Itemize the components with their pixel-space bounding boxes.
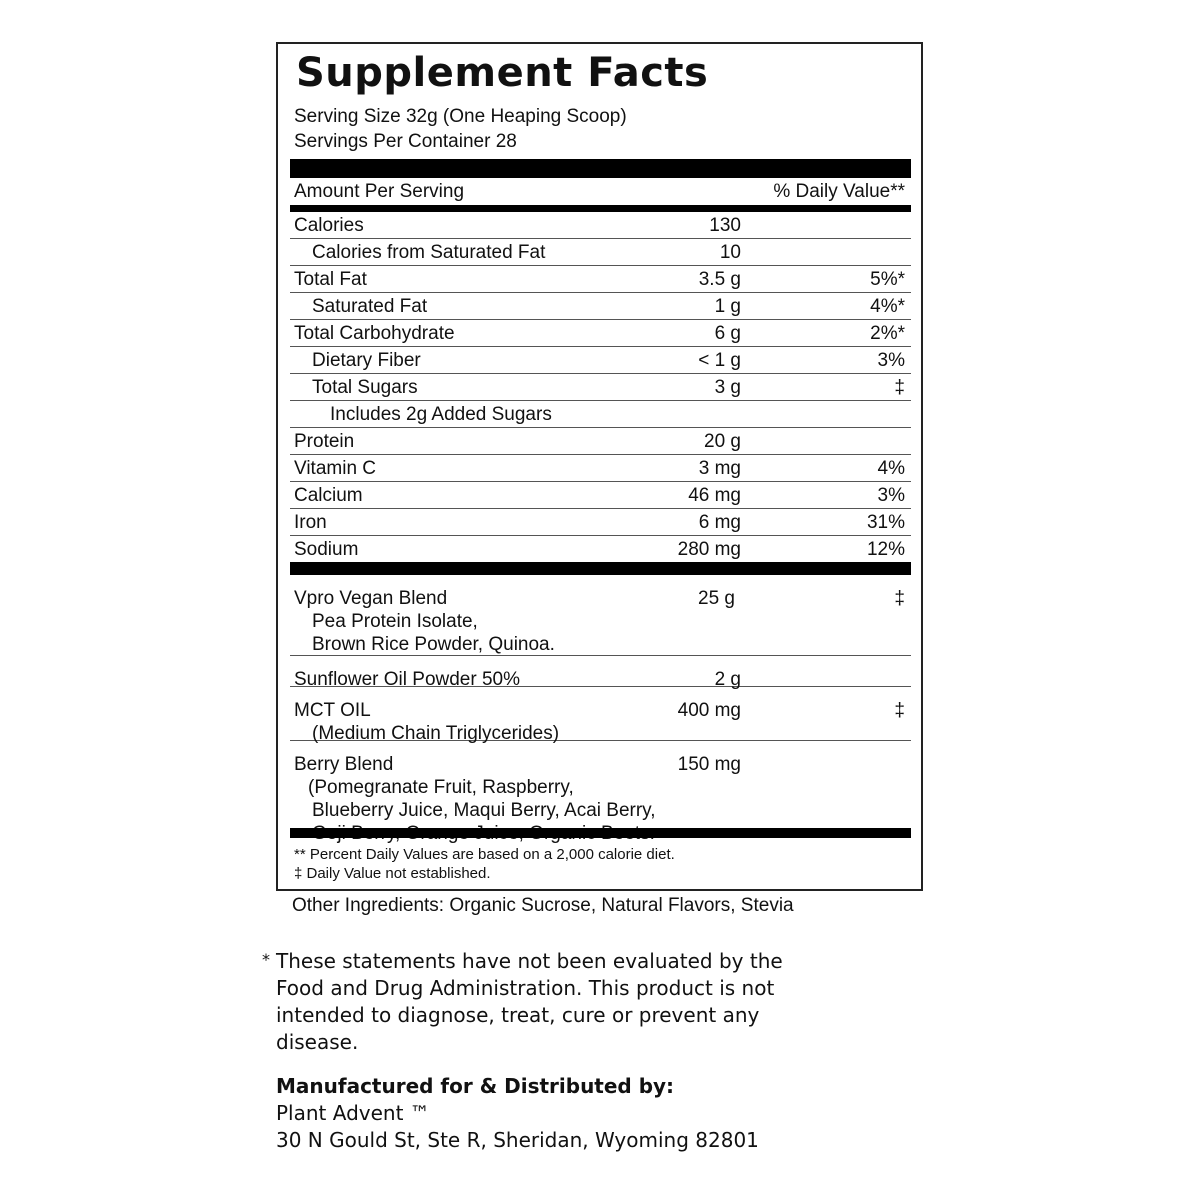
nutrient-label: Total Sugars [312, 377, 418, 398]
nutrient-row [290, 455, 911, 482]
nutrient-daily-value: 12% [866, 539, 905, 560]
manufacturer-address: 30 N Gould St, Ste R, Sheridan, Wyoming 82801 [276, 1128, 759, 1152]
nutrient-table [290, 212, 911, 561]
nutrient-row [290, 266, 911, 293]
blend-amount: 25 g [698, 588, 735, 609]
blend-amount: 150 mg [677, 754, 741, 775]
nutrient-amount: 3.5 g [698, 269, 741, 290]
disclaimer-line: intended to diagnose, treat, cure or prevent any [276, 1003, 760, 1027]
nutrient-label: Saturated Fat [312, 296, 428, 317]
blend-label: Berry Blend [294, 754, 394, 775]
daily-value-header: % Daily Value** [773, 181, 905, 202]
blend-daily-value: ‡ [894, 588, 905, 609]
nutrient-daily-value: ‡ [894, 377, 905, 398]
nutrient-label: Vitamin C [294, 458, 377, 479]
blend-ingredient-line: (Pomegranate Fruit, Raspberry, [308, 777, 574, 798]
other-ingredients: Other Ingredients: Organic Sucrose, Natural Flavors, Stevia [292, 895, 794, 916]
blend-table [290, 575, 911, 839]
nutrient-daily-value: 31% [866, 512, 905, 533]
blend-daily-value: ‡ [894, 700, 905, 721]
nutrient-row [290, 401, 911, 428]
blend-amount: 400 mg [677, 700, 741, 721]
blend-ingredient-line: Blueberry Juice, Maqui Berry, Acai Berry, [312, 800, 656, 821]
nutrient-amount: 3 mg [698, 458, 741, 479]
nutrient-row [290, 428, 911, 455]
nutrient-amount: 20 g [704, 431, 741, 452]
blend-ingredient-line: Pea Protein Isolate, [312, 611, 478, 632]
nutrient-amount: 46 mg [688, 485, 741, 506]
disclaimer-text [276, 948, 916, 1056]
blend-label: MCT OIL [294, 700, 371, 721]
nutrient-label: Calories [294, 215, 364, 236]
manufacturer-name: Plant Advent ™ [276, 1101, 430, 1125]
panel-title: Supplement Facts [296, 50, 709, 96]
nutrient-label: Iron [294, 512, 327, 533]
disclaimer-line: disease. [276, 1030, 359, 1054]
nutrient-amount: 6 g [714, 323, 741, 344]
blend-label: Sunflower Oil Powder 50% [294, 669, 520, 690]
nutrient-amount: 10 [719, 242, 741, 263]
nutrient-row [290, 374, 911, 401]
blend-row [290, 656, 911, 690]
nutrient-row [290, 509, 911, 536]
nutrient-label: Total Fat [294, 269, 367, 290]
blend-amount: 2 g [714, 669, 741, 690]
supplement-facts-panel [276, 42, 923, 891]
nutrient-label: Protein [294, 431, 355, 452]
footnote-percent-daily: ** Percent Daily Values are based on a 2,000 calorie diet. [294, 846, 675, 863]
blend-row [290, 575, 911, 656]
medium-divider [290, 205, 911, 212]
nutrient-label: Sodium [294, 539, 359, 560]
nutrient-row [290, 536, 911, 561]
amount-per-serving-header: Amount Per Serving [294, 181, 465, 202]
blend-row [290, 687, 911, 744]
nutrient-amount: 3 g [714, 377, 741, 398]
disclaimer-asterisk: * [262, 950, 270, 969]
nutrient-amount: 6 mg [698, 512, 741, 533]
nutrient-row [290, 212, 911, 239]
thick-divider [290, 159, 911, 178]
nutrient-daily-value: 5%* [870, 269, 905, 290]
nutrient-row [290, 293, 911, 320]
nutrient-label: Total Carbohydrate [294, 323, 455, 344]
thick-divider-3 [290, 828, 911, 838]
nutrient-amount: 280 mg [677, 539, 741, 560]
thick-divider-2 [290, 562, 911, 575]
disclaimer-line: These statements have not been evaluated by the [276, 949, 783, 973]
nutrient-label: Includes 2g Added Sugars [330, 404, 552, 425]
blend-row [290, 741, 911, 839]
servings-per-container: Servings Per Container 28 [294, 131, 517, 152]
nutrient-daily-value: 4% [877, 458, 905, 479]
nutrient-daily-value: 3% [877, 350, 905, 371]
manufacturer-heading: Manufactured for & Distributed by: [276, 1074, 675, 1098]
nutrient-label: Calcium [294, 485, 363, 506]
blend-ingredient-line: Brown Rice Powder, Quinoa. [312, 634, 555, 655]
manufacturer-block [276, 1073, 759, 1154]
nutrient-daily-value: 2%* [870, 323, 905, 344]
nutrient-label: Calories from Saturated Fat [312, 242, 546, 263]
nutrient-row [290, 347, 911, 374]
nutrient-daily-value: 3% [877, 485, 905, 506]
blend-label: Vpro Vegan Blend [294, 588, 448, 609]
nutrient-row [290, 320, 911, 347]
nutrient-amount: 130 [709, 215, 741, 236]
disclaimer-line: Food and Drug Administration. This product is not [276, 976, 775, 1000]
nutrient-row [290, 239, 911, 266]
nutrient-amount: 1 g [714, 296, 741, 317]
nutrient-label: Dietary Fiber [312, 350, 421, 371]
nutrient-daily-value: 4%* [870, 296, 905, 317]
nutrient-amount: < 1 g [698, 350, 741, 371]
nutrient-row [290, 482, 911, 509]
blend-ingredient-line: (Medium Chain Triglycerides) [312, 723, 560, 744]
footnote-dv-not-established: ‡ Daily Value not established. [294, 865, 491, 882]
serving-size: Serving Size 32g (One Heaping Scoop) [294, 106, 627, 127]
